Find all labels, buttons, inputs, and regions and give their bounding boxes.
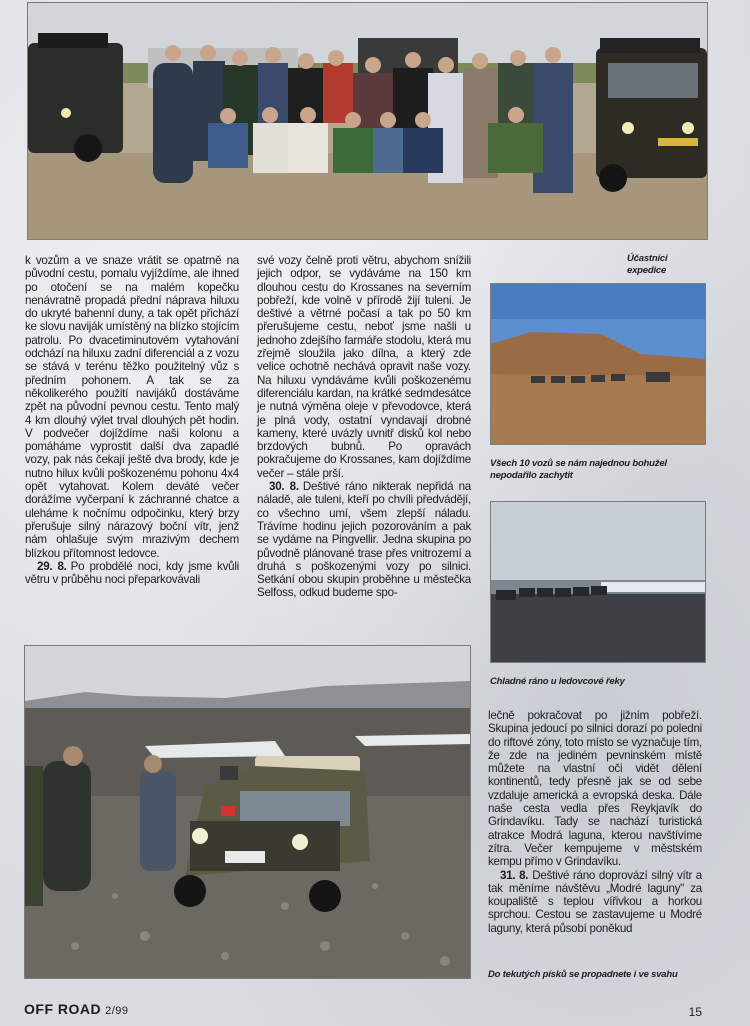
caption-quicksand: Do tekutých písků se propadnete i ve svahu [488,969,678,980]
caption-ten-cars: Všech 10 vozů se nám najednou bohužel nepodařilo zachytit [490,458,667,481]
text-column-3 [488,709,702,935]
glacier-river-photo [490,501,706,663]
text-column-1 [25,254,239,586]
paragraph-text: Po probdělé noci, kdy jsme kvůli větru v průběhu noci přeparkovávali [25,559,239,587]
date-heading: 30. 8. [269,480,299,494]
paragraph-text: Deštivé ráno doprovází silný vítr a tak měníme návštěvu „Modré laguny" za koupaliště s teplou vířivkou a horkou sprchou. Cestou se zastavujeme u Modré laguny, která působí poněkud [488,868,702,935]
paragraph-text: Deštivé ráno nikterak nepřidá na náladě, ale tuleni, kteří po chvíli předvádějí, co všechno umí, všem zlepší náladu. Trávíme hodinu jejich pozorováním a pak se vydáme na Pingvellir. Jedna skupina po původně plánované trase přes vnitrozemí a druhá s poškozenými vozy po silnici. Setkání obou skupin proběhne u městečka Selfoss, odkud budeme spo- [257,480,471,600]
paragraph [488,869,702,935]
magazine-name: OFF ROAD [24,1001,102,1017]
caption-participants: Účastníci expedice [627,253,668,276]
paragraph: své vozy čelně proti větru, abychom snížili jejich odpor, se vydáváme na 150 km dlouhou cestu do Krossanes na severním pobřeží, kde volně v přírodě žijí tuleni. Je deštivé a větrné počasí a tak po 50 km přerušujeme cestu, neboť jsme našli u jednoho zdejšího farmáře stodolu, která mu zřejmě sloužila jako dílna, a který zde velice ochotně nechává opravit naše vozy. Na hiluxu vyndáváme kvůli poškozenému diferenciálu kardan, na krátké sedmdesátce je nutná výměna oleje v převodovce, která je plná vody, ostatní vyndavají drobné kameny, které uvázly uvnitř disků kol nebo brzdových bubnů. Po opravách pokračujeme do Krossanes, kam dojíždíme večer – stále prší. [257,254,471,480]
magazine-footer [24,1001,129,1017]
date-heading: 31. 8. [500,868,529,882]
paragraph [25,560,239,587]
text-column-2 [257,254,471,600]
paragraph: lečně pokračovat po jižním pobřeží. Skupina jedoucí po silnici dorazí po poledni do riftové zóny, toto místo se vyznačuje tím, že zde na jediném pevninském místě můžete na vlastní oči vidět dělení kontinentů, tedy přesně jak se od sebe vzdaluje americká a evropská deska. Dále naše cesta vedla přes Reykjavík do Grindavíku. Tady se nachází turistická atrakce Modrá laguna, kterou navštívíme zítra. Večer kempujeme v městském kempu přímo v Grindavíku. [488,709,702,869]
caption-cold-morning: Chladné ráno u ledovcové řeky [490,676,625,687]
quicksand-photo [24,645,471,979]
issue-number: 2/99 [105,1005,129,1017]
page-number: 15 [688,1005,702,1019]
desert-cars-photo [490,283,706,445]
date-heading: 29. 8. [37,559,67,573]
group-photo [27,2,708,240]
paragraph: k vozům a ve snaze vrátit se opatrně na původní cestu, pomalu vyjíždíme, ale ihned po otočení se na malém kopečku nenávratně propadá přední náprava hiluxu do ukryté bahenní duny, a tak opět přichází ke slovu naviják umístěný na blízko stojícím patrolu. Po dvacetiminutovém vytahování odchází na hiluxu zadní diferenciál a z vozu se stává v terénu těžko použitelný vůz s předním pohonem. A tak se za několikerého použití navijáků dostáváme zpět na původní pevnou cestu. Tento malý 4 km dlouhý výlet trval dlouhých pět hodin. V podvečer dojíždíme naši kolonu a pomáháme vyprostit další dva zapadlé vozy, pak nás čekají ještě dva brody, kde je nutno hilux kvůli poškozenému pohonu 4x4 opět vytahovat. Kolem deváté večer dorážíme vyčerpaní k záchranné chatce a uleháme k nočnímu odpočinku, který brzy přerušuje silný nárazový boční vítr, jenž nám ohlašuje svým mrazivým dechem blízkou přítomnost ledovce. [25,254,239,560]
paragraph [257,480,471,600]
